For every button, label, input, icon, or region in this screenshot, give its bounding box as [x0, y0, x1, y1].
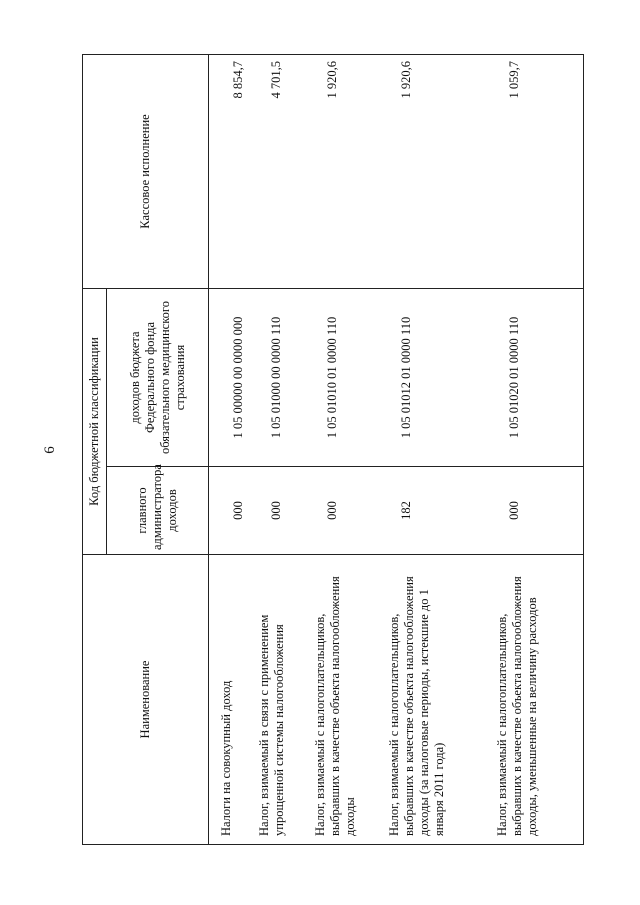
header-cash-execution: Кассовое исполнение	[83, 55, 209, 289]
row-name: Налог, взимаемый с налогоплательщиков, выбравших в качестве объекта налогообложения доходы (за налоговые периоды, истекшие до 1 января 2011 года)	[377, 555, 485, 845]
table-row	[377, 55, 485, 845]
row-admin-code: 000	[247, 467, 303, 555]
row-cash-amount: 1 920,6	[303, 55, 377, 289]
header-budget-income-code: доходов бюджета Федерального фонда обязательного медицинского страхования	[107, 289, 209, 467]
row-kbk-code: 1 05 01010 01 0000 110	[303, 289, 377, 467]
row-kbk-code: 1 05 01000 00 0000 110	[247, 289, 303, 467]
row-kbk-code: 1 05 00000 00 0000 000	[209, 289, 248, 467]
header-name: Наименование	[83, 555, 209, 845]
row-cash-amount: 1 920,6	[377, 55, 485, 289]
row-admin-code: 000	[303, 467, 377, 555]
header-kbk-group: Код бюджетной классификации	[83, 289, 107, 555]
rotated-page-content	[82, 55, 612, 845]
row-admin-code: 182	[377, 467, 485, 555]
row-cash-amount: 4 701,5	[247, 55, 303, 289]
header-main-administrator: главного администратора доходов	[107, 467, 209, 555]
row-name: Налог, взимаемый с налогоплательщиков, выбравших в качестве объекта налогообложения доходы	[303, 555, 377, 845]
row-name: Налог, взимаемый с налогоплательщиков, выбравших в качестве объекта налогообложения доходы, уменьшенные на величину расходов	[485, 555, 583, 845]
table-row	[247, 55, 303, 845]
table-row	[209, 55, 248, 845]
page-number: 6	[42, 446, 58, 454]
row-cash-amount: 8 854,7	[209, 55, 248, 289]
row-kbk-code: 1 05 01012 01 0000 110	[377, 289, 485, 467]
table-row	[303, 55, 377, 845]
table-row	[485, 55, 583, 845]
row-admin-code: 000	[485, 467, 583, 555]
row-cash-amount: 1 059,7	[485, 55, 583, 289]
row-name: Налоги на совокупный доход	[209, 555, 248, 845]
row-name: Налог, взимаемый в связи с применением упрощенной системы налогообложения	[247, 555, 303, 845]
budget-revenue-table	[82, 54, 584, 845]
row-admin-code: 000	[209, 467, 248, 555]
row-kbk-code: 1 05 01020 01 0000 110	[485, 289, 583, 467]
